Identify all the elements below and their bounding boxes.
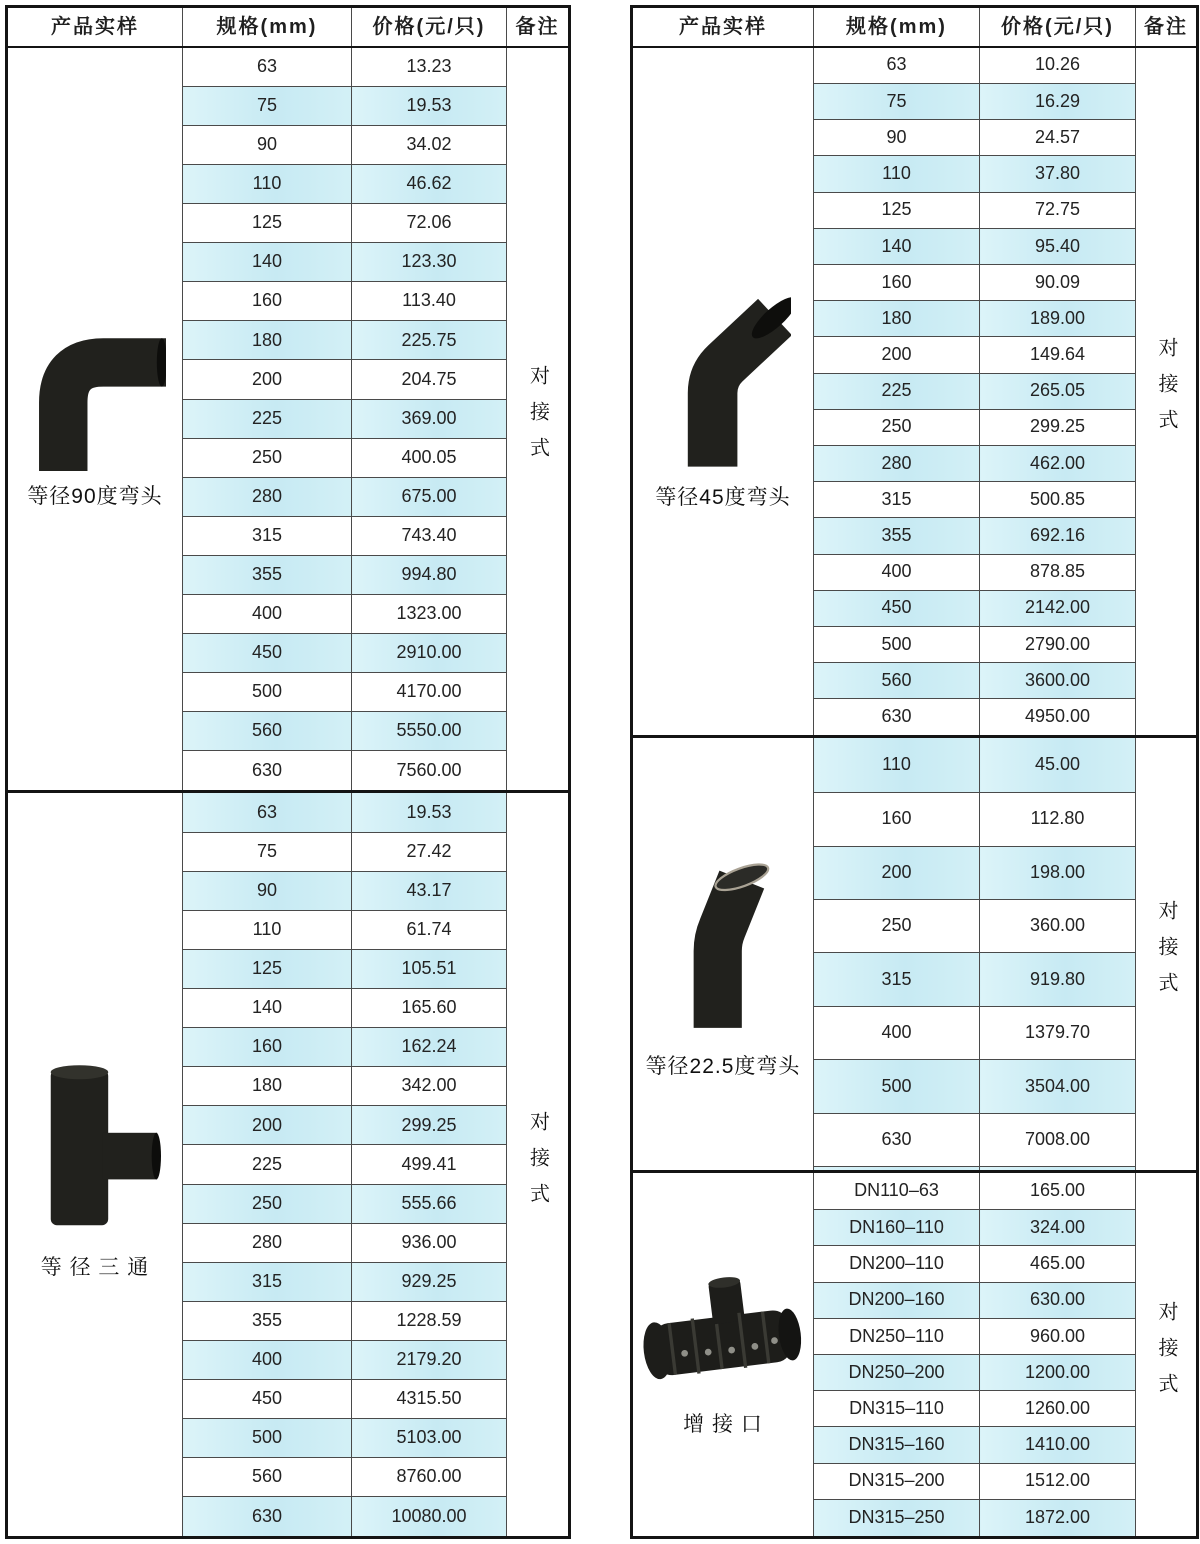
spec-cell: 90 [183,872,352,911]
spec-cell: DN200–110 [814,1246,980,1282]
product-box [8,1050,182,1279]
spec-cell: 160 [814,265,980,301]
spec-cell: DN315–200 [814,1463,980,1499]
spec-cell: 315 [183,516,352,555]
price-cell: 189.00 [980,301,1136,337]
remark-text: 对接式 [1155,337,1177,446]
price-table-right [630,5,1199,1539]
price-cell: 1200.00 [980,1355,1136,1391]
remark-cell [507,792,570,1538]
spec-cell: 630 [183,751,352,792]
price-cell: 7560.00 [352,751,507,792]
spec-cell: DN250–200 [814,1355,980,1391]
price-cell: 113.40 [352,282,507,321]
price-cell: 27.42 [352,832,507,871]
spec-cell: 315 [183,1262,352,1301]
spec-cell: 180 [814,301,980,337]
spec-cell: 63 [183,47,352,87]
remark-text: 对接式 [526,1110,549,1219]
price-cell: 72.75 [980,192,1136,228]
price-cell: 19.53 [352,87,507,126]
price-cell: 45.00 [980,737,1136,793]
price-cell: 10080.00 [352,1497,507,1538]
spec-cell: 355 [183,1301,352,1340]
product-box [8,329,182,508]
price-cell: 1379.70 [980,1006,1136,1059]
header-spec: 规格(mm) [183,7,352,47]
spec-cell: 560 [183,712,352,751]
remark-cell [1136,1172,1198,1538]
price-cell: 1512.00 [980,1463,1136,1499]
price-cell: 3504.00 [980,1060,1136,1113]
price-cell: 90.09 [980,265,1136,301]
table-row [632,737,1198,793]
price-cell: 2910.00 [352,633,507,672]
price-cell: 10.26 [980,47,1136,84]
product-sample-cell [632,1172,814,1538]
spec-cell: 140 [814,228,980,264]
spec-cell: 400 [183,1340,352,1379]
product-box [633,274,813,509]
spec-cell: 450 [814,590,980,626]
table-row [632,1172,1198,1210]
table-row [7,47,570,87]
price-cell: 165.60 [352,989,507,1028]
spec-cell: 180 [183,321,352,360]
price-cell: 5550.00 [352,712,507,751]
price-cell: 360.00 [980,900,1136,953]
elbow-22-icon [659,831,787,1041]
header-row [7,7,570,47]
spec-cell: DN110–63 [814,1172,980,1210]
spec-cell: 180 [183,1067,352,1106]
price-cell: 878.85 [980,554,1136,590]
price-cell: 95.40 [980,228,1136,264]
price-cell: 225.75 [352,321,507,360]
elbow-45-icon [655,274,791,472]
spec-cell: 280 [183,477,352,516]
spec-cell: 63 [183,792,352,833]
spec-cell: 500 [183,672,352,711]
spec-cell: 200 [814,846,980,899]
price-cell: 743.40 [352,516,507,555]
price-cell: 123.30 [352,243,507,282]
price-cell: 499.41 [352,1145,507,1184]
spec-cell: 200 [814,337,980,373]
price-cell: 2790.00 [980,626,1136,662]
price-cell: 13.23 [352,47,507,87]
price-cell: 43.17 [352,872,507,911]
spec-cell: 250 [183,438,352,477]
spec-cell: 225 [183,1145,352,1184]
price-cell: 2179.20 [352,1340,507,1379]
price-cell: 61.74 [352,911,507,950]
price-cell: 299.25 [980,409,1136,445]
product-label: 等径22.5度弯头 [645,1054,801,1078]
price-cell: 198.00 [980,846,1136,899]
price-cell: 72.06 [352,204,507,243]
price-cell: 465.00 [980,1246,1136,1282]
spec-cell: 75 [183,832,352,871]
price-cell: 1410.00 [980,1427,1136,1463]
price-cell: 919.80 [980,953,1136,1006]
product-sample-cell [7,47,183,792]
header-price: 价格(元/只) [980,7,1136,47]
spec-cell: 225 [814,373,980,409]
tee-icon [29,1050,161,1242]
spec-cell: 90 [183,126,352,165]
spec-cell: 225 [183,399,352,438]
price-cell: 324.00 [980,1210,1136,1246]
price-cell: 1260.00 [980,1391,1136,1427]
price-cell: 265.05 [980,373,1136,409]
price-cell: 500.85 [980,482,1136,518]
price-cell: 37.80 [980,156,1136,192]
header-product: 产品实样 [7,7,183,47]
spec-cell: 140 [183,989,352,1028]
spec-cell: 500 [183,1418,352,1457]
price-cell: 1323.00 [352,594,507,633]
spec-cell: 355 [814,518,980,554]
product-sample-cell [7,792,183,1538]
header-row [632,7,1198,47]
price-cell: 342.00 [352,1067,507,1106]
spec-cell: 200 [183,360,352,399]
spec-cell: DN315–110 [814,1391,980,1427]
remark-cell [1136,47,1198,737]
spec-cell: DN250–110 [814,1318,980,1354]
product-label: 等 径 三 通 [40,1255,150,1279]
price-cell: 960.00 [980,1318,1136,1354]
price-cell: 149.64 [980,337,1136,373]
saddle-icon [639,1273,807,1399]
product-box [633,1273,813,1436]
spec-cell: 250 [814,409,980,445]
spec-cell: 75 [814,84,980,120]
spec-cell: DN160–110 [814,1210,980,1246]
price-cell: 34.02 [352,126,507,165]
price-cell: 162.24 [352,1028,507,1067]
spec-cell: 315 [814,482,980,518]
spec-cell: 630 [814,699,980,737]
spec-cell: 125 [183,204,352,243]
price-cell: 204.75 [352,360,507,399]
remark-cell [1136,737,1198,1172]
table-row [632,47,1198,84]
spec-cell: 315 [814,953,980,1006]
elbow-90-icon [24,329,166,471]
spec-cell: 75 [183,87,352,126]
remark-text: 对接式 [1155,900,1177,1009]
spec-cell: 280 [183,1223,352,1262]
product-label: 等径90度弯头 [27,485,163,509]
price-cell: 4950.00 [980,699,1136,737]
price-cell: 4170.00 [352,672,507,711]
product-sample-cell [632,47,814,737]
header-price: 价格(元/只) [352,7,507,47]
price-cell: 24.57 [980,120,1136,156]
spec-cell: 110 [814,737,980,793]
price-cell: 165.00 [980,1172,1136,1210]
spec-cell: 630 [814,1113,980,1166]
price-cell: 5103.00 [352,1418,507,1457]
price-cell: 8760.00 [352,1457,507,1496]
spec-cell: 125 [814,192,980,228]
table-row [7,792,570,833]
remark-text: 对接式 [1155,1300,1177,1409]
spec-cell: 110 [183,165,352,204]
spec-cell: DN315–250 [814,1499,980,1537]
remark-text: 对接式 [526,364,549,473]
price-cell: 929.25 [352,1262,507,1301]
price-cell: 369.00 [352,399,507,438]
price-cell: 630.00 [980,1282,1136,1318]
price-cell: 46.62 [352,165,507,204]
spec-cell: 110 [183,911,352,950]
product-sample-cell [632,737,814,1172]
header-spec: 规格(mm) [814,7,980,47]
spec-cell: 630 [183,1497,352,1538]
price-cell: 1872.00 [980,1499,1136,1537]
spec-cell: DN200–160 [814,1282,980,1318]
spec-cell: 90 [814,120,980,156]
spec-cell: 250 [183,1184,352,1223]
spec-cell: 110 [814,156,980,192]
spec-cell: 160 [183,282,352,321]
price-cell: 299.25 [352,1106,507,1145]
spec-cell: DN315–160 [814,1427,980,1463]
header-remark: 备注 [507,7,570,47]
spec-cell: 560 [814,663,980,699]
spec-cell: 560 [183,1457,352,1496]
price-cell: 105.51 [352,950,507,989]
price-cell: 692.16 [980,518,1136,554]
spec-cell: 250 [814,900,980,953]
spec-cell: 400 [814,1006,980,1059]
spec-cell: 280 [814,445,980,481]
price-cell: 4315.50 [352,1379,507,1418]
remark-cell [507,47,570,792]
spec-cell: 450 [183,633,352,672]
price-cell: 994.80 [352,555,507,594]
price-cell: 16.29 [980,84,1136,120]
spec-cell: 140 [183,243,352,282]
price-cell: 2142.00 [980,590,1136,626]
price-cell: 7008.00 [980,1113,1136,1166]
spec-cell: 200 [183,1106,352,1145]
spec-cell: 63 [814,47,980,84]
spec-cell: 125 [183,950,352,989]
price-cell: 555.66 [352,1184,507,1223]
spec-cell: 500 [814,626,980,662]
spec-cell: 500 [814,1060,980,1113]
price-cell: 675.00 [352,477,507,516]
price-cell: 112.80 [980,793,1136,846]
product-box [633,831,813,1078]
spec-cell: 400 [814,554,980,590]
price-cell: 936.00 [352,1223,507,1262]
product-label: 等径45度弯头 [655,485,791,509]
spec-cell: 160 [183,1028,352,1067]
price-cell: 3600.00 [980,663,1136,699]
spec-cell: 355 [183,555,352,594]
spec-cell: 450 [183,1379,352,1418]
spec-cell: 160 [814,793,980,846]
spec-cell: 400 [183,594,352,633]
price-cell: 462.00 [980,445,1136,481]
price-table-left [5,5,571,1539]
header-remark: 备注 [1136,7,1198,47]
price-cell: 1228.59 [352,1301,507,1340]
header-product: 产品实样 [632,7,814,47]
price-cell: 400.05 [352,438,507,477]
product-label: 增 接 口 [683,1413,763,1437]
price-cell: 19.53 [352,792,507,833]
